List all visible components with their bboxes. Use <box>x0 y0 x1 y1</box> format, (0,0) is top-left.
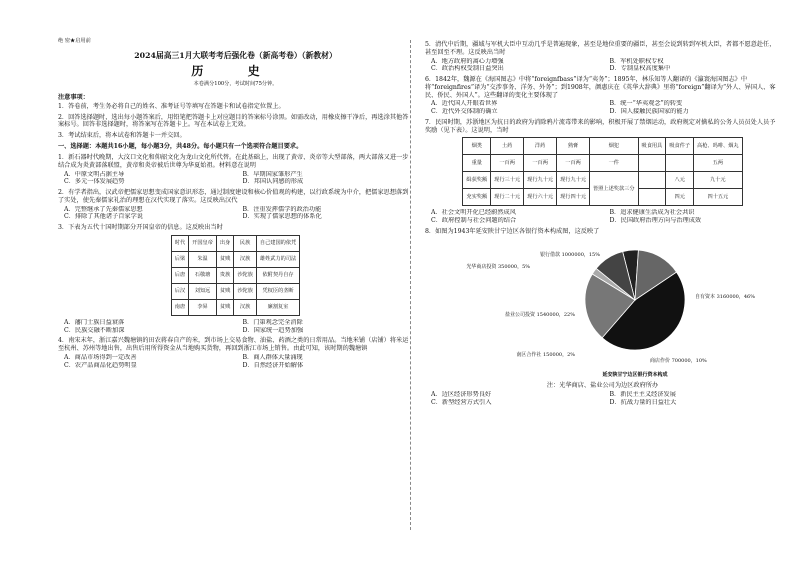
pie-chart <box>425 238 780 380</box>
table-row: 充实奖额 现行二十元 现行六十元 现行四十元 四元 四十五元 <box>463 189 742 206</box>
option-d[interactable]: D．邦国认同感的形成 <box>242 178 304 186</box>
question-8-stem: 8．如图为1943年延安陕甘宁边区各银行资本构成图，这反映了 <box>425 227 600 235</box>
option-b[interactable]: B．统一“华夷观念”的转变 <box>609 100 683 108</box>
table-row: 南唐 李昪 贫贱 汉族 廉割复室 <box>171 299 299 315</box>
question-4-stem: 4．南宋末年，浙江嘉兴魏塘镇的田农蒋春自产的米，到市场上交易食物、油盐、药酒之类的日常用品。当地米铺（店铺）将米运至杭州、苏州等地出售，出售后用所得资金从当地购买货物，再回到浙江市场上销售。由此可知，该时期的魏塘镇 <box>58 337 409 353</box>
question-7-table <box>462 137 742 206</box>
option-a[interactable]: A．近代国人开眼看世界 <box>431 100 498 108</box>
exam-title: 2024届高三1月大联考考后强化卷（新高考卷）（新教材） <box>134 50 337 60</box>
table-row: 后唐 石敬瑭 贵族 沙陀族 依附契丹自存 <box>171 267 299 283</box>
chart-caption: 注：光华商店、盐业公司为边区政府所办 <box>546 381 659 389</box>
option-a[interactable]: A．商品市场得到一定改善 <box>64 353 137 361</box>
left-column <box>58 38 413 371</box>
option-c[interactable]: C．近代外交体制的确立 <box>431 108 498 115</box>
option-c[interactable]: C．排除了其他诸子百家学说 <box>64 213 143 221</box>
slice-label: 光华商店投资 350000，5% <box>466 263 530 270</box>
option-b[interactable]: B．门第观念完全消除 <box>242 318 303 326</box>
option-c[interactable]: C．民族交融不断加深 <box>64 326 125 334</box>
option-c[interactable]: C．新型经营方式引入 <box>431 399 492 406</box>
slice-label: 自有资本 3160000，46% <box>695 293 755 300</box>
table-row: 烟类 土药 洋药 熟膏 烟犯 吸食用具 吸食件子 高枪、吗啡、烟丸 <box>463 138 742 155</box>
question-4-options <box>64 354 413 370</box>
chart-title: 延安陕甘宁边区银行资本构成 <box>602 371 668 378</box>
option-d[interactable]: D．民国政府治理方向与治理成效 <box>609 217 702 224</box>
option-b[interactable]: B．新民主主义经济发展 <box>609 391 676 399</box>
confidential-mark: 绝 密★启用前 <box>58 38 91 44</box>
slice-label: 盐业公司投资 1540000，22% <box>505 311 575 318</box>
question-8-options <box>431 391 780 407</box>
option-d[interactable]: D．国人接触民族国家的能力 <box>609 108 689 115</box>
question-6-stem: 6．1842年，魏源在《海国图志》中将“foreignfbass”译为“夷务”；1895年，林乐知等人翻译的《瀛寰海国图志》中将“foreignfires”译为“交涉事务、洋务、外务”；到1908年，颜惠庆在《英华大辞典》里将“foreign”翻译为“外人、异国人、客民、侨民、外国人”。这些翻译的变化主要体现了 <box>425 76 776 99</box>
table-row: 后汉 刘知远 贫贱 沙陀族 凭权臣的垄断 <box>171 283 299 299</box>
option-d[interactable]: D．国家统一趋势加强 <box>242 326 304 334</box>
question-1-stem: 1．新石器时代晚期，大汶口文化和仰韶文化为龙山文化所代替。在此基础上，出现了黄帝、炎帝等大型部落，两大部落又进一步结合成为炎黄部落联盟，黄帝和炎帝被后世尊为华夏始祖。材料意在说明 <box>58 154 409 169</box>
note-item: 3．考试结束后，将本试卷和答题卡一并交回。 <box>58 131 186 139</box>
question-1-options <box>64 171 413 187</box>
slice-label: 银行借款 1000000，15% <box>540 251 600 258</box>
option-b[interactable]: B．军机处职权专权 <box>609 57 664 65</box>
right-column <box>425 38 780 409</box>
slice-label: 南区合作社 150000，2% <box>516 351 575 358</box>
question-7-options <box>431 209 780 225</box>
table-row: 时代 开国皇帝 出身 民族 自己建国的依凭 <box>171 235 299 251</box>
slice-label: 商店作价 700000，10% <box>650 357 707 364</box>
question-7-stem: 7．民国时期，苏浙地区为抗日的政府为消除鸦片流毒带来的影响，积极开展了禁烟运动，政府规定对擒私的公务人员员处人员予奖励（见下表）。这说明，当时 <box>425 118 776 134</box>
option-d[interactable]: D．抗战力量的日益壮大 <box>609 399 677 406</box>
table-row: 重量 一百两 一百两 一百两 一件 五两 <box>463 155 742 172</box>
question-2-stem: 2．有学者指出，汉武帝把儒家思想变成国家意识形态，通过制度建设和核心价值观的构建，以行政系统为中介，把儒家思想落到了实处，使先秦儒家礼治的理想在汉代实现了落实。这反映出汉代 <box>58 189 409 204</box>
table-row: 缉获奖额 现行三十元 现行九十元 现行九十元 皆照上述奖款三分 八元 九十元 <box>463 172 742 189</box>
question-3-table <box>171 235 300 316</box>
exam-meta: 本卷满分100分，考试时间75分钟。 <box>193 81 278 88</box>
note-item: 1．答卷前，考生务必将自己的姓名、准考证号等填写在答题卡和试卷指定位置上。 <box>58 103 285 111</box>
question-3-options <box>64 319 413 335</box>
option-d[interactable]: D．专制皇权高度集中 <box>609 65 671 73</box>
subject-title: 历 史 <box>191 64 280 79</box>
note-item: 2．回答选择题时，选出每小题答案后，用铅笔把答题卡上对应题目的答案标号涂黑。如需改动，用橡皮擦干净后，再选涂其他答案标号。回答非选择题时，将答案写在答题卡上。写在本试卷上无效。 <box>58 113 409 129</box>
option-c[interactable]: C．农产品商品化趋势明显 <box>64 361 137 369</box>
option-d[interactable]: D．实现了儒家思想的体系化 <box>242 213 322 221</box>
option-b[interactable]: B．注重发挥儒学的政治功能 <box>242 205 322 213</box>
option-d[interactable]: D．自然经济开始解体 <box>242 361 304 369</box>
question-2-options <box>64 206 413 222</box>
option-c[interactable]: C．政治构权受制日益突出 <box>431 65 504 73</box>
table-note: 皆照上述奖款三分 <box>590 172 639 206</box>
notes-title: 注意事项： <box>58 93 89 101</box>
option-b[interactable]: B．早期国家雏形产生 <box>242 170 303 178</box>
option-a[interactable]: A．边区经济形势良好 <box>431 391 492 399</box>
option-c[interactable]: C．多元一体发展趋势 <box>64 178 125 186</box>
option-a[interactable]: A．中原文明占据主导 <box>64 170 125 178</box>
option-c[interactable]: C．政府控制与社会问题的结合 <box>431 217 517 224</box>
pie-chart-area <box>425 238 780 380</box>
question-5-options <box>431 58 780 74</box>
option-b[interactable]: B．商人群体大量涌现 <box>242 353 303 361</box>
question-5-stem: 5．清代中后期，疆域与军机大臣中互动几乎是普遍现象，甚至是地位重要的疆臣，甚至会说到转到军机大臣，者都不愿意赴任，甚至回至不理。这反映出当时 <box>425 41 776 56</box>
question-6-options <box>431 100 780 116</box>
table-row: 后梁 朱温 贫贱 汉族 雄姓武力的司法 <box>171 251 299 267</box>
option-a[interactable]: A．完整继承了先秦儒家思想 <box>64 205 143 213</box>
option-b[interactable]: B．追求健康生活成为社会共识 <box>609 209 695 217</box>
option-a[interactable]: A．地方政府的离心力增强 <box>431 57 504 65</box>
section-title: 一、选择题：本题共16小题，每小题3分，共48分。每小题只有一个选项符合题目要求。 <box>58 143 303 151</box>
question-3-stem: 3．下表为五代十国时期部分开国皇帝的信息。这反映出当时 <box>58 224 223 232</box>
option-a[interactable]: A．社会文明开化已经蔚然成风 <box>431 209 516 217</box>
option-a[interactable]: A．藩门士族日益衰落 <box>64 318 125 326</box>
